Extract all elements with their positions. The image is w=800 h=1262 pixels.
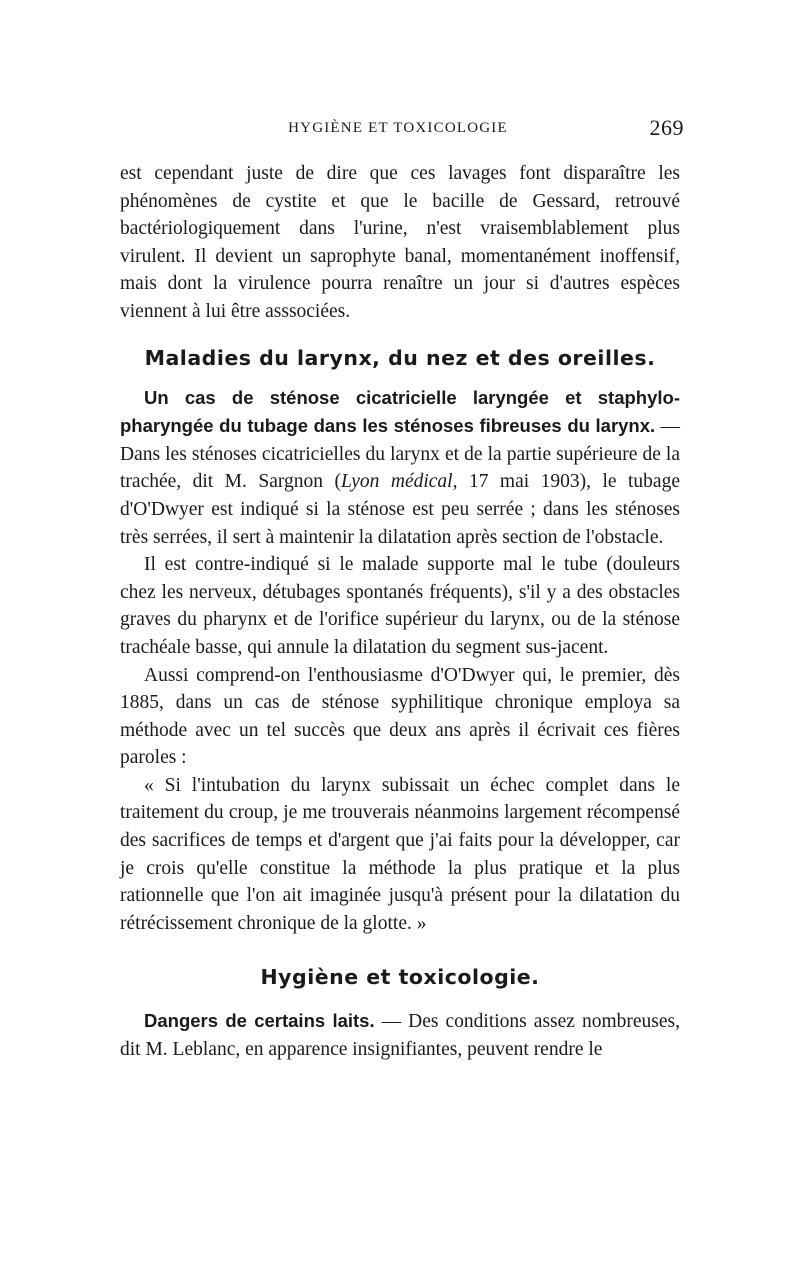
journal-title: Lyon médical (340, 471, 453, 493)
article-dash-2: — (374, 1011, 409, 1033)
page-number: 269 (649, 115, 684, 140)
paragraph-contre-indique: Il est contre-indiqué si le malade supporte mal le tube (douleurs chez les nerveux, détubages spontanés fréquents), s'il y a des obstacles graves du pharynx et de l'orifice supérieur du larynx, ou de la sténose trachéale basse, qui annule la dilatation du segment sus-jacent. (120, 554, 680, 658)
article-title-laits: Dangers de certains laits. (144, 1010, 375, 1032)
article-text-end: , 17 mai 1903), le tubage d'O'Dwyer est indiqué si la sténose est peu serrée ; dans les sténoses très serrées, il sert à maintenir la dilatation après section de l'obstacle. (120, 471, 680, 548)
article-leblanc (120, 1007, 680, 1063)
article-dash: — (655, 416, 681, 438)
section-heading-hygiene: Hygiène et toxicologie. (260, 965, 540, 990)
running-title: HYGIÈNE ET TOXICOLOGIE (288, 120, 508, 136)
body-text (120, 160, 680, 1064)
article-text-start: Dans les sténoses cicatricielles du larynx et de la partie supérieure de la trachée, dit M. Sargnon ( (120, 443, 680, 493)
article-text-leblanc: Des conditions assez nombreuses, dit M. Leblanc, en apparence insignifiantes, peuvent rendre le (120, 1011, 680, 1061)
section-heading-larynx: Maladies du larynx, du nez et des oreilles. (144, 345, 656, 370)
paragraph-quotation: « Si l'intubation du larynx subissait un échec complet dans le traitement du croup, je me trouverais néanmoins largement récompensé des sacrifices de temps et d'argent que j'ai faits pour la développer, car je crois qu'elle constitue la méthode la plus pratique et la plus rationnelle que l'on ait imaginée jusqu'à présent pour la dilatation du rétrécissement chronique de la glotte. » (120, 774, 680, 934)
paragraph-continuation: est cependant juste de dire que ces lavages font disparaître les phénomènes de cystite et que le bacille de Gessard, retrouvé bactériologiquement dans l'urine, n'est vraisemblablement plus virulent. Il devient un saprophyte banal, momentanément inoffensif, mais dont la virulence pourra renaître un jour si d'autres espèces viennent à lui être asssociées. (120, 163, 680, 322)
article-title-stenose: Un cas de sténose cicatricielle laryngée et staphylo-pharyngée du tubage dans les sténoses fibreuses du larynx. (120, 386, 680, 437)
running-header (112, 116, 684, 140)
article-sargnon (120, 384, 680, 552)
paragraph-enthousiasme: Aussi comprend-on l'enthousiasme d'O'Dwyer qui, le premier, dès 1885, dans un cas de sténose syphilitique chronique employa sa méthode avec un tel succès que deux ans après il écrivait ces fières paroles : (120, 664, 680, 769)
